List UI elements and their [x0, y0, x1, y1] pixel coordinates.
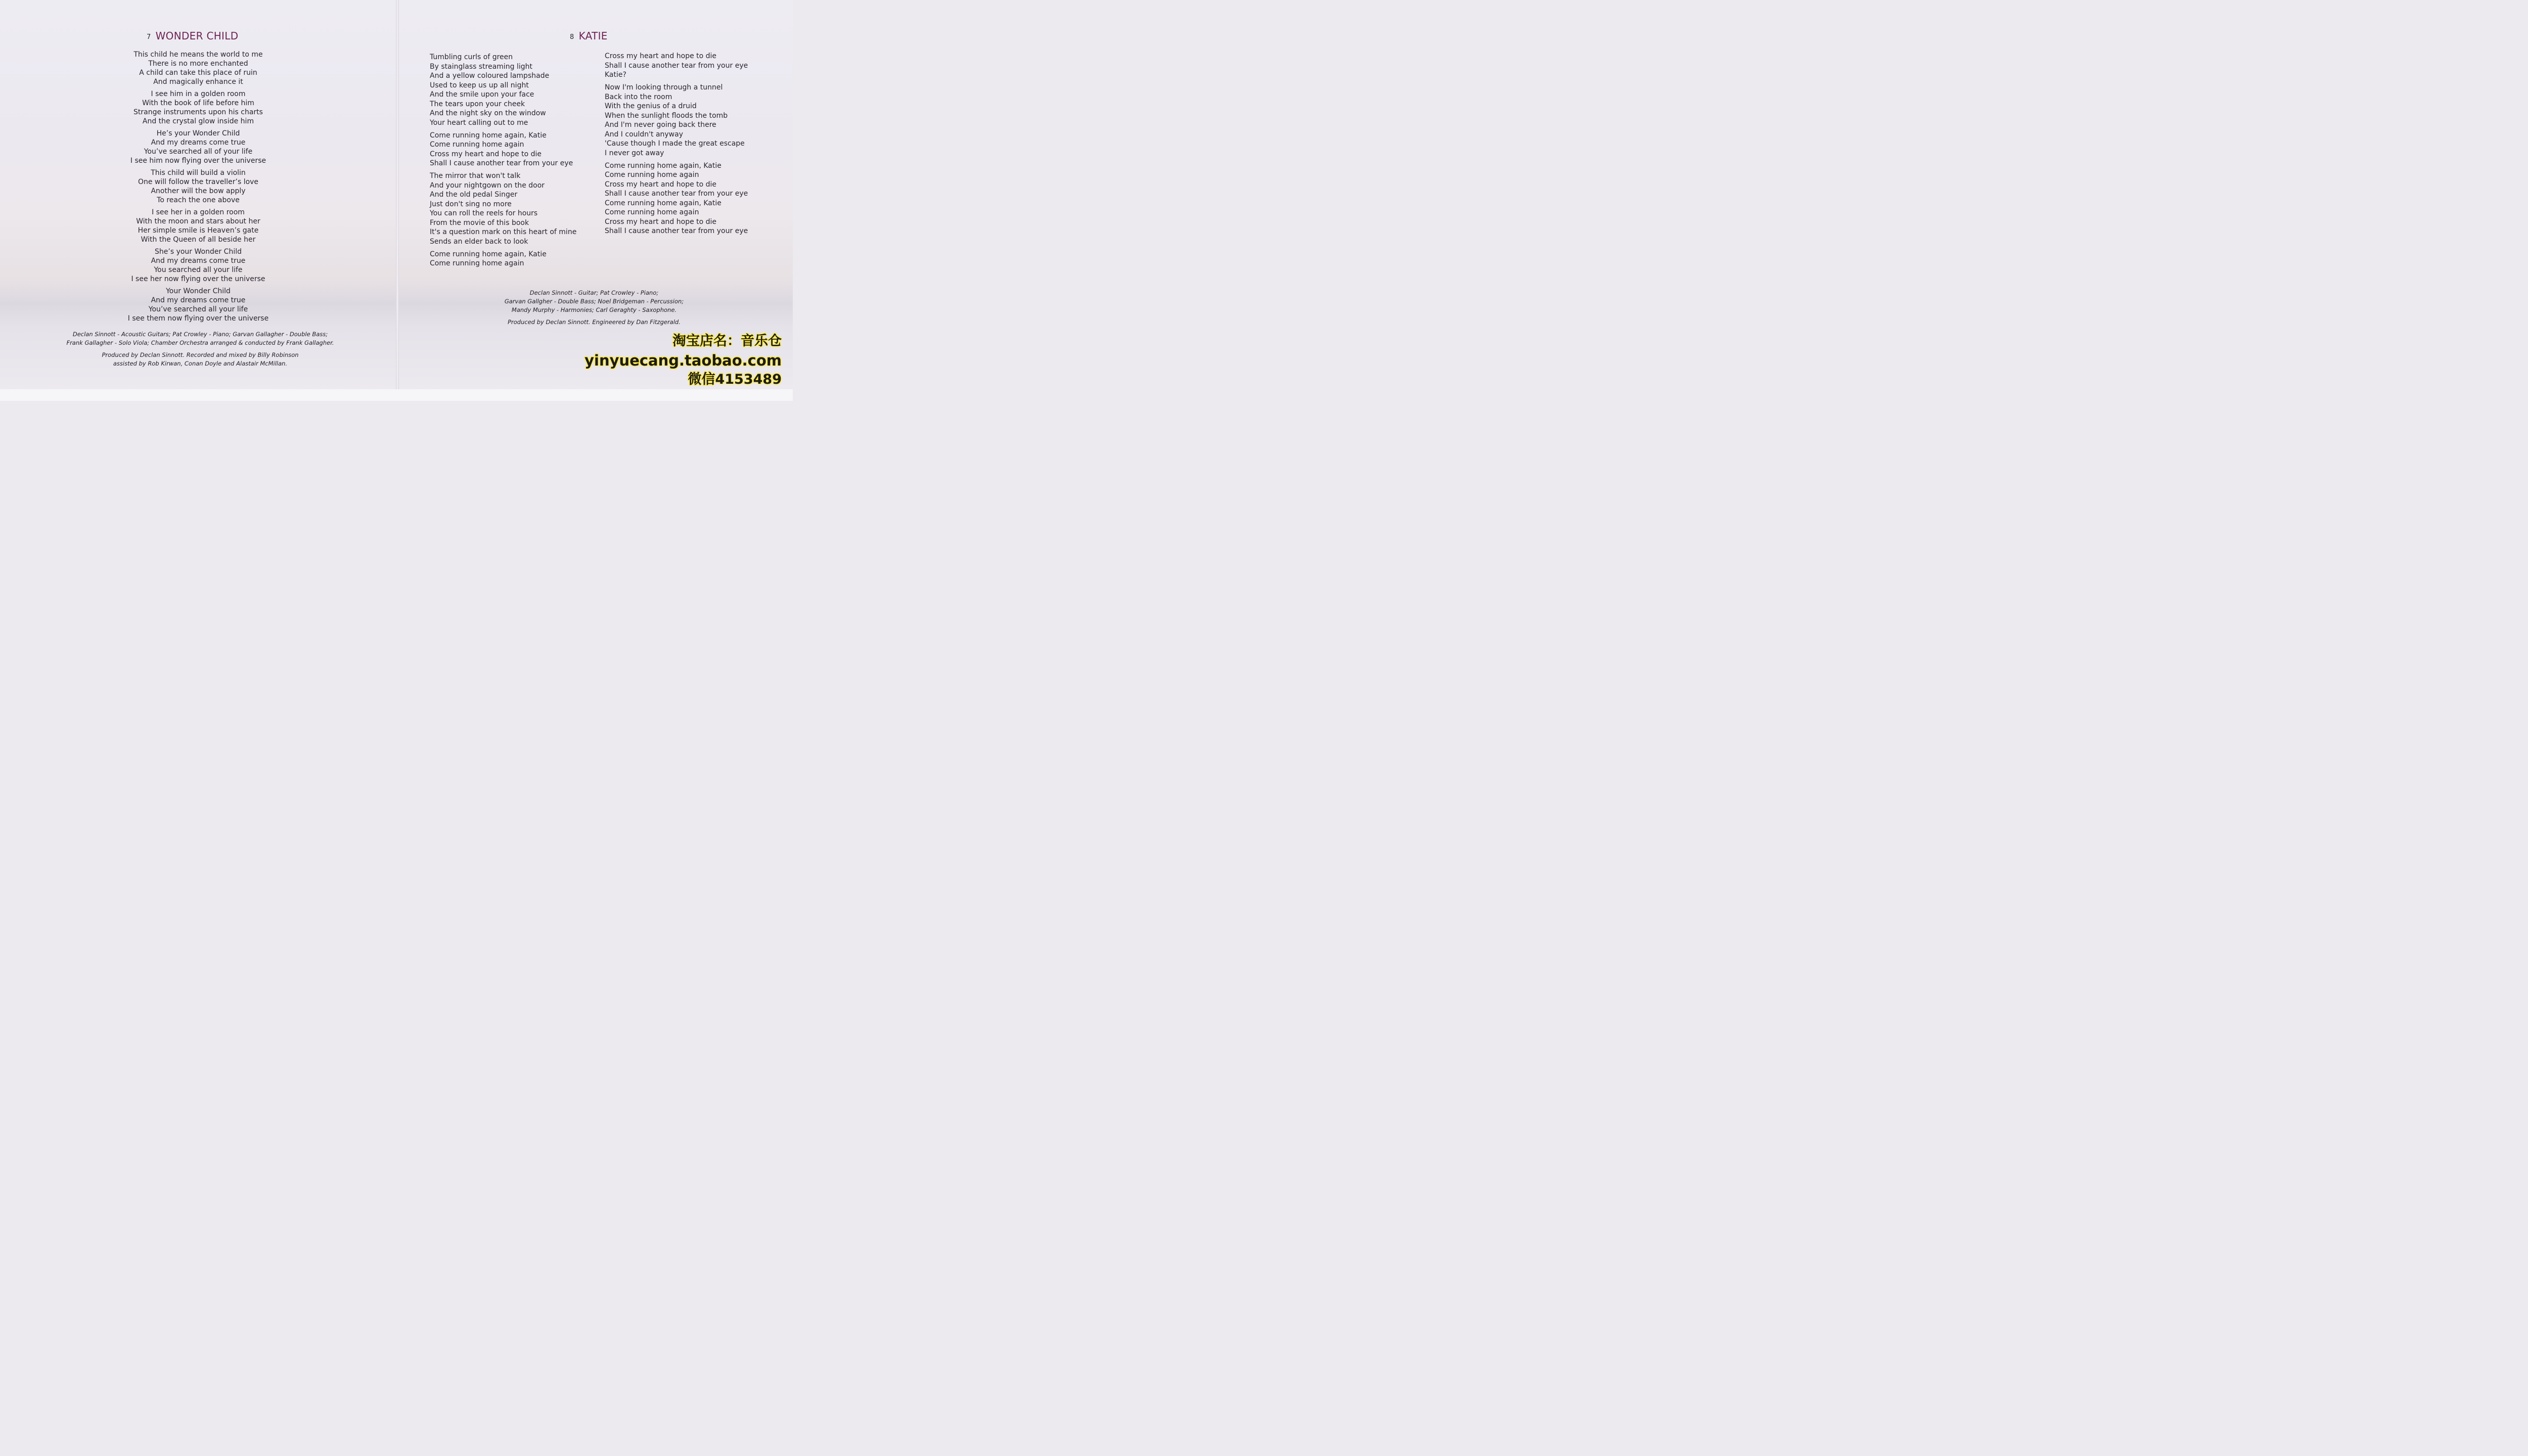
stanza [605, 161, 777, 236]
credit-block [49, 351, 352, 368]
lyric-line: And my dreams come true [151, 257, 246, 265]
title-text: WONDER CHILD [155, 30, 239, 42]
lyric-line: Cross my heart and hope to die [605, 217, 717, 226]
lyric-line: 'Cause though I made the great escape [605, 140, 745, 148]
lyric-line: Back into the room [605, 93, 672, 101]
lyric-line: Shall I cause another tear from your eye [605, 190, 748, 198]
lyric-line: Her simple smile is Heaven’s gate [138, 226, 259, 235]
lyric-line: From the movie of this book [430, 218, 529, 227]
lyric-line: One will follow the traveller’s love [138, 178, 259, 186]
lyric-line: Come running home again [605, 171, 699, 179]
song-title-katie [570, 30, 608, 42]
lyric-line: You’ve searched all of your life [144, 148, 253, 156]
lyric-line: The mirror that won't talk [430, 172, 521, 180]
credit-line: Produced by Declan Sinnott. Recorded and mixed by Billy Robinson [102, 351, 299, 358]
lyric-line: Come running home again [430, 141, 524, 149]
wechat-id: 微信4153489 [688, 372, 782, 387]
stanza [430, 131, 602, 168]
lyric-line: When the sunlight floods the tomb [605, 111, 728, 120]
left-page [0, 0, 396, 389]
wonder-child-lyrics [100, 50, 297, 326]
lyric-line: The tears upon your cheek [430, 100, 525, 108]
stanza [100, 89, 297, 126]
lyric-line: This child will build a violin [151, 169, 246, 177]
wonder-child-credits [49, 330, 352, 372]
lyric-line: I never got away [605, 149, 664, 157]
lyric-line: And I couldn't anyway [605, 130, 683, 139]
lyric-line: Come running home again, Katie [605, 161, 721, 170]
lyric-line: Sends an elder back to look [430, 237, 528, 246]
credit-line: Frank Gallagher - Solo Viola; Chamber Orchestra arranged & conducted by Frank Gallagher. [66, 339, 334, 346]
credit-block [463, 318, 726, 327]
stanza [100, 247, 297, 284]
lyric-line: You searched all your life [154, 266, 243, 274]
katie-credits [463, 289, 726, 330]
stanza [605, 52, 777, 80]
lyric-line: Your heart calling out to me [430, 118, 528, 127]
lyric-line: Shall I cause another tear from your eye [605, 61, 748, 70]
credit-line: Garvan Gallgher - Double Bass; Noel Bridgeman - Percussion; [504, 298, 684, 305]
katie-lyrics-column-2 [605, 52, 777, 239]
lyric-line: This child he means the world to me [133, 51, 263, 59]
stanza [605, 83, 777, 158]
lyric-line: I see him in a golden room [151, 90, 246, 98]
track-number: 8 [570, 33, 574, 41]
lyric-line: I see him now flying over the universe [130, 157, 266, 165]
lyric-line: And a yellow coloured lampshade [430, 72, 550, 80]
lyric-line: To reach the one above [157, 196, 240, 204]
stanza [100, 50, 297, 86]
credit-block [49, 330, 352, 347]
lyric-line: And I'm never going back there [605, 121, 716, 129]
lyric-line: A child can take this place of ruin [139, 69, 257, 77]
lyric-line: With the moon and stars about her [136, 217, 260, 225]
stanza [100, 168, 297, 205]
stanza [430, 250, 602, 268]
stanza [100, 208, 297, 244]
song-title-wonder-child [147, 30, 238, 42]
scan-bottom-edge [0, 389, 793, 401]
lyric-line: And my dreams come true [151, 139, 246, 147]
lyric-line: With the genius of a druid [605, 102, 697, 110]
katie-lyrics-column-1 [430, 53, 602, 271]
lyric-line: There is no more enchanted [148, 60, 248, 68]
lyric-line: He’s your Wonder Child [156, 129, 240, 138]
lyric-line: Cross my heart and hope to die [605, 180, 717, 189]
credit-block [463, 289, 726, 314]
lyric-line: And the old pedal Singer [430, 191, 518, 199]
lyric-line: And magically enhance it [153, 78, 243, 86]
shop-name: 淘宝店名：音乐仓 [672, 333, 782, 349]
lyric-line: Just don't sing no more [430, 200, 512, 208]
stanza [100, 129, 297, 165]
lyric-line: Come running home again, Katie [605, 199, 721, 207]
lyric-line: Shall I cause another tear from your eye [430, 159, 573, 167]
credit-line: Mandy Murphy - Harmonies; Carl Geraghty - Saxophone. [511, 306, 677, 313]
lyric-line: I see her now flying over the universe [131, 275, 265, 283]
lyric-line: Tumbling curls of green [430, 53, 513, 61]
lyric-line: And the night sky on the window [430, 109, 546, 117]
lyric-line: With the book of life before him [142, 99, 254, 107]
credit-line: Declan Sinnott - Guitar; Pat Crowley - Piano; [529, 289, 659, 296]
lyric-line: Your Wonder Child [166, 287, 231, 295]
track-number: 7 [147, 33, 151, 41]
lyric-line: Another will the bow apply [151, 187, 246, 195]
shop-watermark [584, 332, 782, 389]
lyric-line: Used to keep us up all night [430, 81, 529, 89]
lyric-line: By stainglass streaming light [430, 62, 533, 71]
credit-line: Produced by Declan Sinnott. Engineered by Dan Fitzgerald. [508, 318, 681, 326]
lyric-line: I see them now flying over the universe [127, 314, 269, 323]
credit-line: Declan Sinnott - Acoustic Guitars; Pat Crowley - Piano; Garvan Gallagher - Double Bass; [72, 331, 328, 338]
lyric-line: You can roll the reels for hours [430, 209, 538, 217]
lyric-line: Come running home again [430, 259, 524, 267]
lyric-line: Katie? [605, 71, 626, 79]
credit-line: assisted by Rob Kirwan, Conan Doyle and Alastair McMillan. [113, 360, 288, 367]
lyric-line: You’ve searched all your life [148, 305, 248, 313]
lyric-line: Come running home again, Katie [430, 131, 547, 140]
lyric-line: And the crystal glow inside him [142, 117, 254, 125]
lyric-line: Come running home again, Katie [430, 250, 547, 258]
lyric-line: With the Queen of all beside her [141, 236, 256, 244]
lyric-line: Come running home again [605, 208, 699, 216]
lyric-line: And my dreams come true [151, 296, 246, 304]
lyric-line: And your nightgown on the door [430, 181, 545, 190]
lyric-line: I see her in a golden room [152, 208, 245, 216]
lyric-line: And the smile upon your face [430, 90, 534, 99]
shop-url: yinyuecang.taobao.com [584, 352, 782, 369]
lyric-line: Cross my heart and hope to die [430, 150, 542, 158]
lyric-line: Strange instruments upon his charts [133, 108, 263, 116]
lyric-line: Now I'm looking through a tunnel [605, 83, 723, 92]
stanza [430, 171, 602, 246]
lyric-line: It's a question mark on this heart of mine [430, 228, 577, 236]
lyric-line: She’s your Wonder Child [155, 248, 242, 256]
stanza [430, 53, 602, 127]
title-text: KATIE [578, 30, 608, 42]
stanza [100, 287, 297, 323]
right-page [399, 0, 793, 389]
lyric-line: Cross my heart and hope to die [605, 52, 717, 60]
lyric-line: Shall I cause another tear from your eye [605, 227, 748, 235]
